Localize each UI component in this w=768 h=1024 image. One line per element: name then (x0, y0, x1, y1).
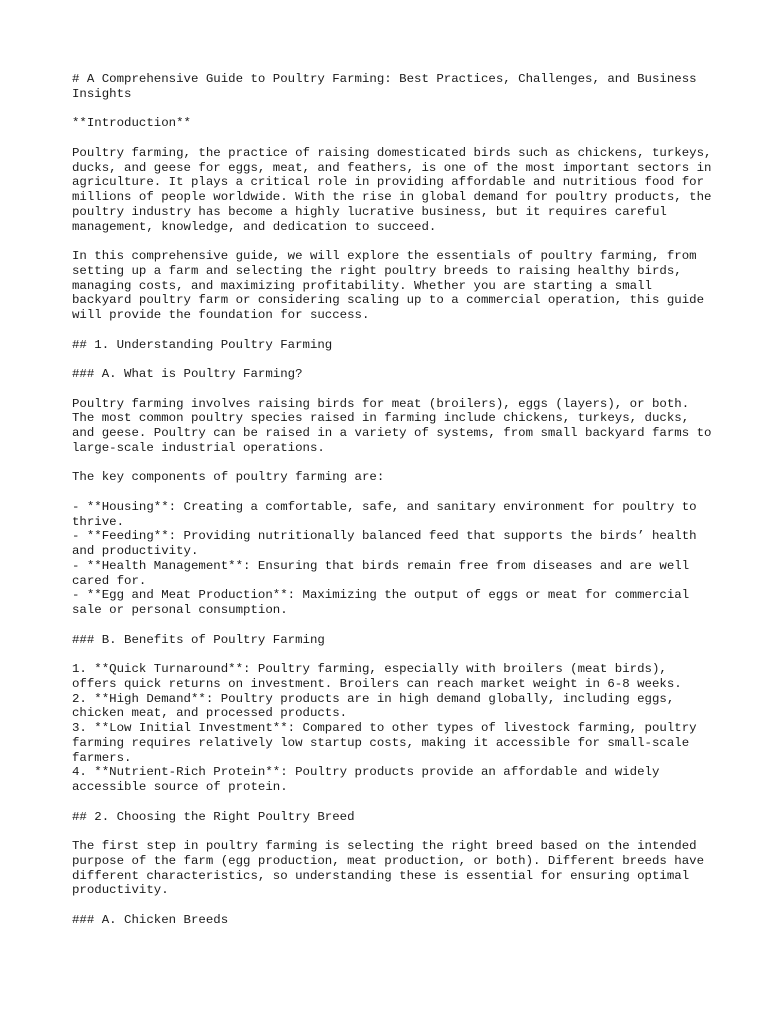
section-1a-paragraph: Poultry farming involves raising birds for meat (broilers), eggs (layers), or both. The most common poultry species raised in farming include chickens, turkeys, ducks, and geese. Poultry can be raised in a variety of systems, from small backyard farms to large-scale industrial operations. (72, 396, 719, 455)
section-2-paragraph: The first step in poultry farming is selecting the right breed based on the intended purpose of the farm (egg production, meat production, or both). Different breeds have different characteristics, so understanding these is essential for ensuring optimal productivity. (72, 839, 712, 898)
section-2a-heading: ### A. Chicken Breeds (72, 912, 229, 927)
section-1-heading: ## 1. Understanding Poultry Farming (72, 337, 333, 352)
document-page (72, 72, 719, 942)
list-item: - **Egg and Meat Production**: Maximizing the output of eggs or meat for commercial sale or personal consumption. (72, 588, 697, 617)
section-1a-heading: ### A. What is Poultry Farming? (72, 367, 303, 381)
list-item: 2. **High Demand**: Poultry products are in high demand globally, including eggs, chicken meat, and processed products. (72, 691, 682, 721)
section-1b-heading: ### B. Benefits of Poultry Farming (72, 632, 325, 647)
section-2-heading: ## 2. Choosing the Right Poultry Breed (72, 809, 355, 824)
components-intro: The key components of poultry farming are: (72, 470, 385, 485)
introduction-paragraph-2: In this comprehensive guide, we will explore the essentials of poultry farming, from setting up a farm and selecting the right poultry breeds to raising healthy birds, managing costs, and maximizing profitability. Whether you are starting a small backyard poultry farm or considering scaling up to a commercial operation, this guide will provide the foundation for success. (72, 249, 712, 322)
benefits-list (72, 662, 712, 795)
introduction-heading: **Introduction** (72, 116, 191, 131)
list-item: 1. **Quick Turnaround**: Poultry farming, especially with broilers (meat birds), offers quick returns on investment. Broilers can reach market weight in 6-8 weeks. (72, 662, 682, 691)
list-item: 3. **Low Initial Investment**: Compared to other types of livestock farming, poultry farming requires relatively low startup costs, making it accessible for small-scale farmers. (72, 721, 705, 765)
components-list (72, 500, 712, 618)
document-title: # A Comprehensive Guide to Poultry Farming: Best Practices, Challenges, and Business Insights (72, 72, 705, 101)
list-item: - **Housing**: Creating a comfortable, safe, and sanitary environment for poultry to thrive. (72, 499, 705, 529)
list-item: - **Feeding**: Providing nutritionally balanced feed that supports the birds’ health and productivity. (72, 529, 705, 558)
introduction-paragraph-1: Poultry farming, the practice of raising domesticated birds such as chickens, turkeys, ducks, and geese for eggs, meat, and feathers, is one of the most important sectors in agriculture. It plays a critical role in providing affordable and nutritious food for millions of people worldwide. With the rise in global demand for poultry products, the poultry industry has become a highly lucrative business, but it requires careful management, knowledge, and dedication to succeed. (72, 145, 719, 234)
list-item: 4. **Nutrient-Rich Protein**: Poultry products provide an affordable and widely accessible source of protein. (72, 765, 667, 794)
list-item: - **Health Management**: Ensuring that birds remain free from diseases and are well cared for. (72, 558, 697, 588)
